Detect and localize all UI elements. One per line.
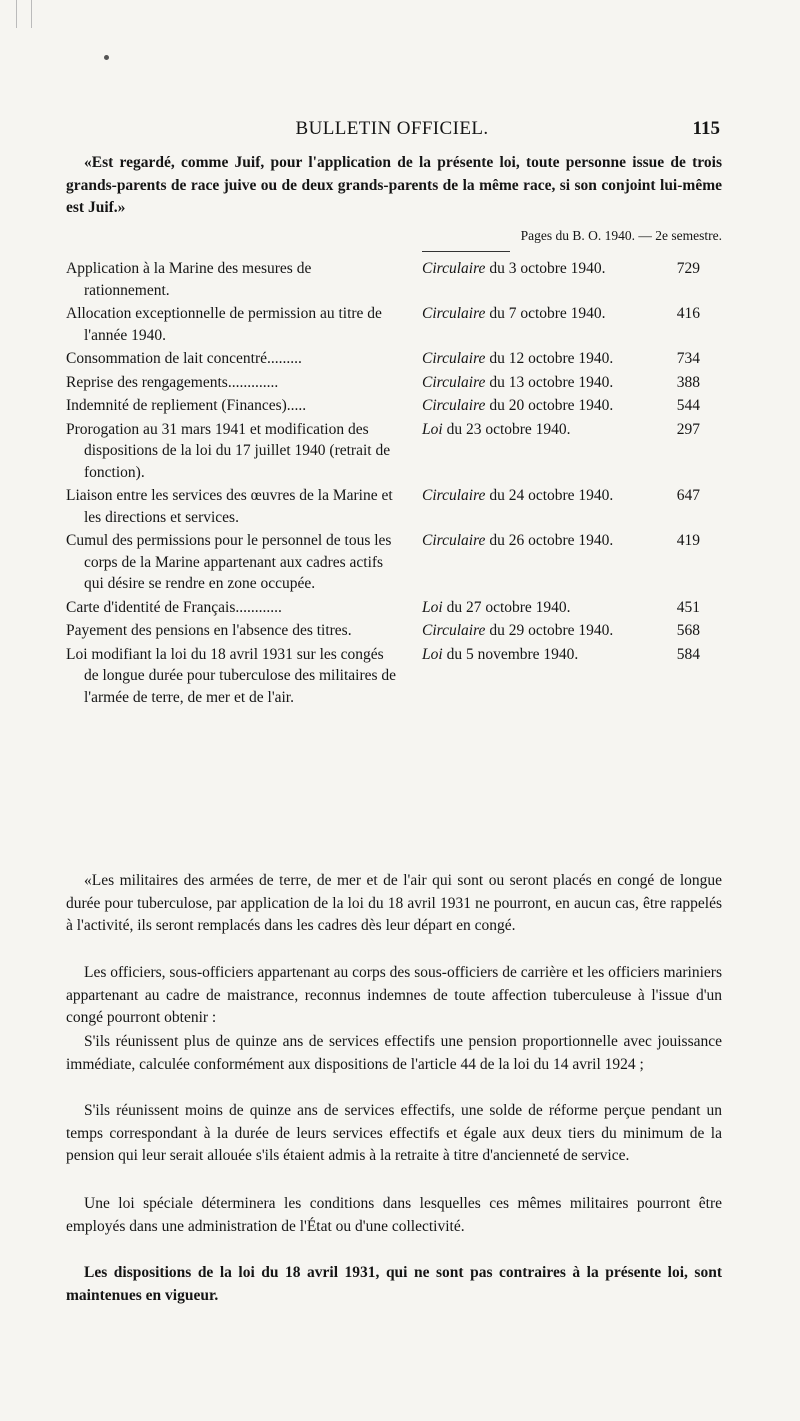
paragraph-4: S'ils réunissent moins de quinze ans de services effectifs, une solde de réforme perçue pendant un temps correspondant à la durée de leurs services effectifs et égale aux deux tiers du minimum de la pension qui leur serait allouée s'ils étaient admis à la retraite à titre d'ancienneté de service. (66, 1102, 722, 1164)
row-reference (398, 372, 638, 394)
row-page-number: 568 (676, 622, 700, 639)
table-row (66, 395, 726, 417)
row-subject: Prorogation au 31 mars 1941 et modification des dispositions de la loi du 17 juillet 1940 (retrait de fonction). (66, 420, 391, 481)
row-reference (398, 644, 638, 709)
paragraph-2: Les officiers, sous-officiers appartenant au corps des sous-officiers de carrière et les officiers mariniers appartenant au cadre de maistrance, reconnus indemnes de toute affection tuberculeuse à l'issue d'un congé pourront obtenir : (66, 964, 722, 1026)
row-reference (398, 419, 638, 484)
row-page-number: 388 (676, 373, 700, 391)
row-reference-date: du 20 octobre 1940. (489, 397, 614, 414)
table-row (66, 258, 726, 301)
table-row (66, 530, 726, 595)
row-subject: Application à la Marine des mesures de rationnement. (66, 260, 312, 299)
index-table (66, 258, 726, 710)
page-header (64, 118, 720, 146)
row-reference (398, 258, 638, 301)
row-subject: Indemnité de repliement (Finances)..... (66, 397, 307, 414)
table-row (66, 644, 726, 709)
row-subject: Carte d'identité de Français............ (66, 598, 282, 616)
paragraph-1: «Les militaires des armées de terre, de mer et de l'air qui sont ou seront placés en congé de longue durée pour tuberculose, par application de la loi du 18 avril 1931 ne pourront, en aucun cas, être rappelés à l'activité, ils seront remplacés dans les cadres dès leur départ en congé. (66, 872, 722, 934)
row-page-number: 451 (676, 598, 700, 616)
table-row (66, 485, 726, 528)
row-reference-date: du 29 octobre 1940. (489, 622, 614, 639)
row-reference (398, 348, 638, 370)
row-page-number: 584 (676, 645, 700, 663)
row-subject: Payement des pensions en l'absence des titres. (66, 622, 352, 639)
row-reference (398, 530, 638, 595)
row-page-number: 297 (676, 420, 700, 438)
table-row (66, 597, 726, 619)
table-row (66, 372, 726, 394)
row-reference-type: Circulaire (422, 397, 486, 414)
row-reference-type: Circulaire (422, 622, 486, 639)
row-reference-type: Circulaire (422, 350, 486, 367)
row-subject: Allocation exceptionnelle de permission au titre de l'année 1940. (66, 305, 382, 344)
row-subject: Cumul des permissions pour le personnel de tous les corps de la Marine appartenant aux cadres actifs qui désire se rendre en zone occupée. (66, 532, 392, 592)
row-reference-date: du 5 novembre 1940. (446, 645, 579, 663)
row-page-number: 419 (676, 532, 700, 549)
row-reference-date: du 12 octobre 1940. (489, 350, 614, 367)
page-number: 115 (692, 118, 720, 139)
source-label: Pages du B. O. 1940. — 2e semestre. (520, 228, 722, 243)
row-reference-type: Loi (422, 420, 443, 438)
row-reference-type: Loi (422, 598, 443, 616)
table-row (66, 620, 726, 642)
intro-quote: «Est regardé, comme Juif, pour l'application de la présente loi, toute personne issue de trois grands-parents de race juive ou de deux grands-parents de la même race, si son conjoint lui-même est Juif.» (66, 154, 722, 216)
row-subject: Liaison entre les services des œuvres de la Marine et les directions et services. (66, 487, 393, 526)
row-reference-date: du 3 octobre 1940. (489, 260, 606, 277)
scan-speck (104, 55, 109, 60)
row-subject: Reprise des rengagements............. (66, 373, 279, 391)
table-row (66, 419, 726, 484)
row-reference-type: Circulaire (422, 260, 486, 277)
row-page-number: 647 (676, 487, 700, 504)
row-reference-date: du 23 octobre 1940. (446, 420, 571, 438)
row-reference (398, 485, 638, 528)
row-reference-type: Circulaire (422, 373, 486, 391)
row-page-number: 416 (676, 305, 700, 322)
row-page-number: 544 (676, 397, 700, 414)
paragraph-6: Les dispositions de la loi du 18 avril 1931, qui ne sont pas contraires à la présente loi, sont maintenues en vigueur. (66, 1264, 722, 1304)
scan-edge-mark (16, 0, 32, 28)
row-reference-type: Circulaire (422, 305, 486, 322)
source-rule (422, 251, 510, 252)
paragraph-3: S'ils réunissent plus de quinze ans de services effectifs une pension proportionnelle avec jouissance immédiate, calculée conformément aux dispositions de l'article 44 de la loi du 14 avril 1924 ; (66, 1033, 722, 1073)
row-subject: Loi modifiant la loi du 18 avril 1931 sur les congés de longue durée pour tuberculose des militaires de l'armée de terre, de mer et de l'air. (66, 645, 397, 706)
row-reference-date: du 7 octobre 1940. (489, 305, 606, 322)
row-reference (398, 395, 638, 417)
row-subject: Consommation de lait concentré......... (66, 350, 302, 367)
row-page-number: 729 (676, 260, 700, 277)
row-reference-date: du 24 octobre 1940. (489, 487, 614, 504)
paragraph-5: Une loi spéciale déterminera les conditions dans lesquelles ces mêmes militaires pourront être employés dans une administration de l'État ou d'une collectivité. (66, 1195, 722, 1235)
row-reference-type: Circulaire (422, 487, 486, 504)
row-page-number: 734 (676, 350, 700, 367)
table-row (66, 303, 726, 346)
row-reference (398, 597, 638, 619)
row-reference (398, 303, 638, 346)
row-reference-type: Loi (422, 645, 443, 663)
row-reference-type: Circulaire (422, 532, 486, 549)
row-reference-date: du 13 octobre 1940. (489, 373, 614, 391)
row-reference-date: du 27 octobre 1940. (446, 598, 571, 616)
table-row (66, 348, 726, 370)
row-reference-date: du 26 octobre 1940. (489, 532, 614, 549)
row-reference (398, 620, 638, 642)
page-title: BULLETIN OFFICIEL. (295, 118, 489, 139)
